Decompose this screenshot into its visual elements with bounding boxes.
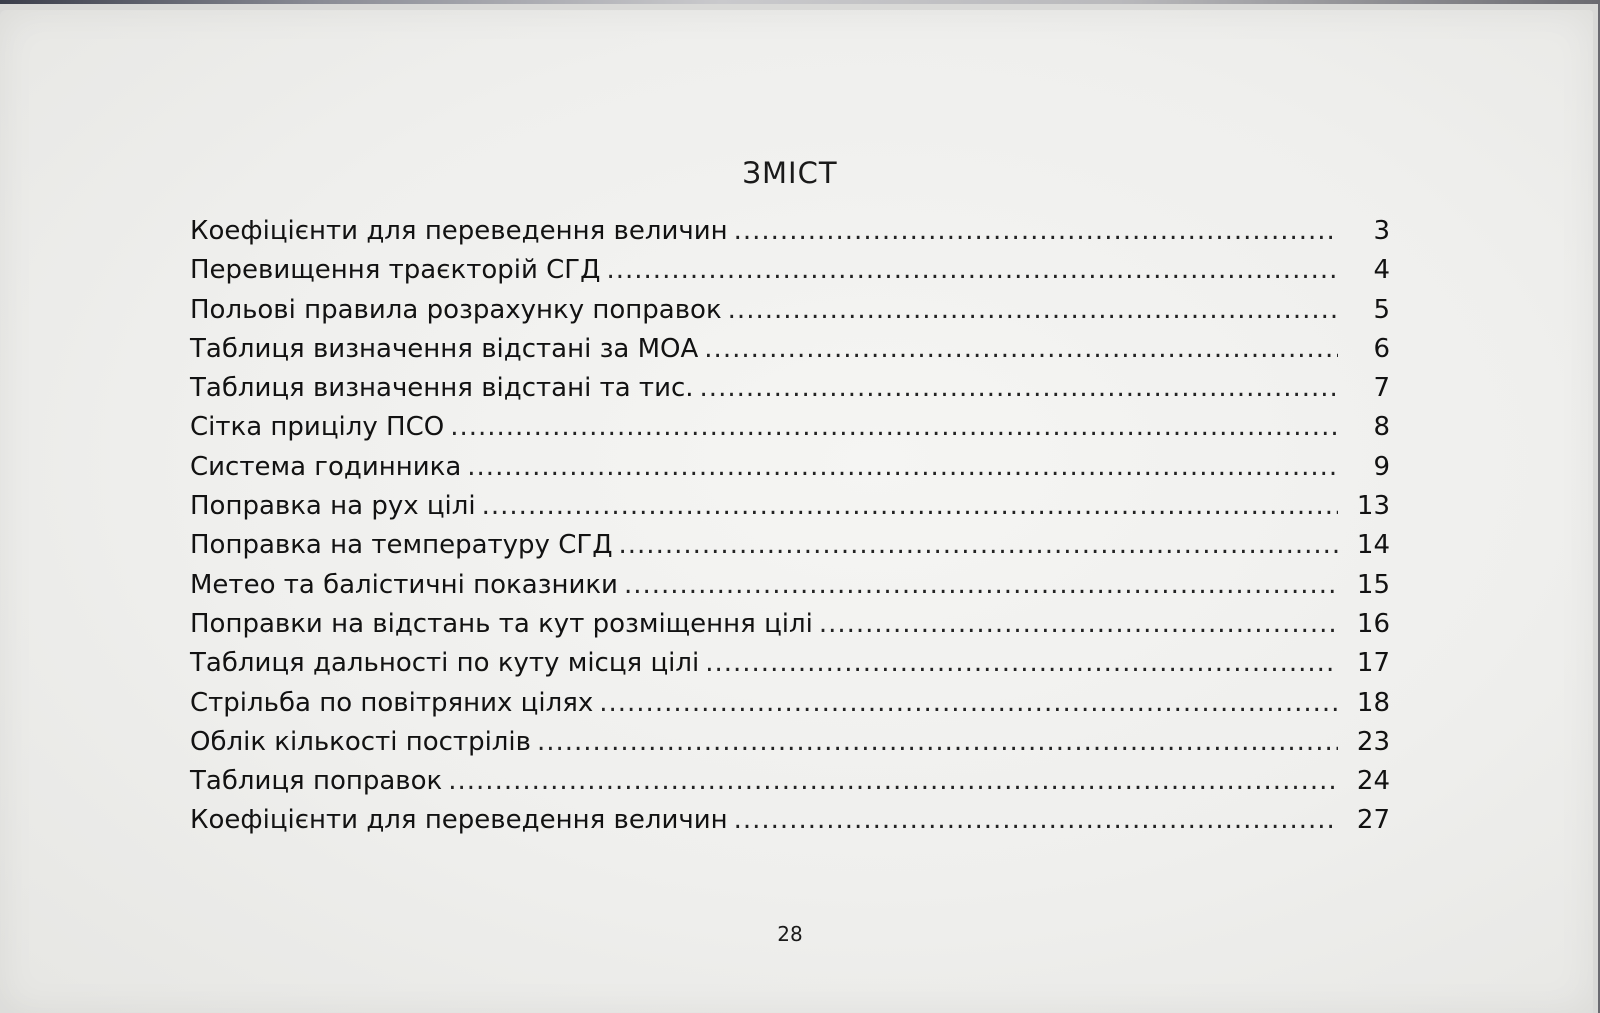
dot-leader xyxy=(448,766,1338,796)
toc-entry-page: 5 xyxy=(1373,294,1390,325)
toc-entry-page: 13 xyxy=(1356,491,1390,522)
toc-entry-title: Поправки на відстань та кут розміщення цілі xyxy=(190,608,813,639)
toc-entry xyxy=(190,216,1390,255)
toc-entry-title: Сітка прицілу ПСО xyxy=(190,412,445,443)
dot-leader xyxy=(728,295,1338,325)
toc-entry-page: 3 xyxy=(1373,216,1390,246)
toc-entry-page: 8 xyxy=(1373,412,1390,443)
dot-leader xyxy=(704,334,1338,364)
toc-entry xyxy=(190,766,1390,805)
toc-entry-page: 24 xyxy=(1356,766,1390,797)
toc-entry xyxy=(190,688,1390,727)
toc-entry xyxy=(190,530,1390,569)
toc-entry-title: Поправка на температуру СГД xyxy=(190,530,613,561)
toc-entry xyxy=(190,373,1390,412)
dot-leader xyxy=(624,570,1338,600)
toc-entry xyxy=(190,452,1390,491)
toc-entry-title: Таблиця дальності по куту місця цілі xyxy=(190,648,700,679)
dot-leader xyxy=(705,648,1338,678)
table-of-contents xyxy=(190,216,1390,845)
toc-entry-page: 27 xyxy=(1356,805,1390,836)
toc-entry xyxy=(190,295,1390,334)
toc-entry xyxy=(190,727,1390,766)
toc-entry-title: Метео та балістичні показники xyxy=(190,569,618,600)
toc-entry xyxy=(190,334,1390,373)
toc-entry-page: 16 xyxy=(1356,608,1390,639)
toc-entry-page: 7 xyxy=(1373,373,1390,404)
dot-leader xyxy=(734,216,1338,246)
toc-entry-title: Таблиця визначення відстані за МОА xyxy=(190,333,699,364)
dot-leader xyxy=(606,255,1338,285)
toc-entry-title: Коефіцієнти для переведення величин xyxy=(190,216,728,246)
toc-entry-page: 9 xyxy=(1373,451,1390,482)
toc-entry-title: Польові правила розрахунку поправок xyxy=(190,294,722,325)
toc-entry-page: 6 xyxy=(1373,333,1390,364)
toc-entry-title: Система годинника xyxy=(190,451,462,482)
toc-entry xyxy=(190,570,1390,609)
toc-entry xyxy=(190,412,1390,451)
toc-entry-title: Перевищення траєкторій СГД xyxy=(190,255,601,286)
dot-leader xyxy=(734,805,1338,835)
toc-entry xyxy=(190,491,1390,530)
toc-entry xyxy=(190,609,1390,648)
toc-entry xyxy=(190,805,1390,844)
toc-entry-title: Таблиця поправок xyxy=(190,766,443,797)
toc-entry xyxy=(190,648,1390,687)
toc-entry-page: 18 xyxy=(1356,687,1390,718)
toc-entry-title: Стрільба по повітряних цілях xyxy=(190,687,594,718)
dot-leader xyxy=(482,491,1338,521)
toc-entry-page: 23 xyxy=(1356,726,1390,757)
dot-leader xyxy=(700,373,1338,403)
toc-entry-page: 4 xyxy=(1373,255,1390,286)
dot-leader xyxy=(619,530,1338,560)
dot-leader xyxy=(450,412,1338,442)
toc-entry-page: 14 xyxy=(1356,530,1390,561)
toc-entry xyxy=(190,255,1390,294)
toc-entry-title: Коефіцієнти для переведення величин xyxy=(190,805,728,836)
dot-leader xyxy=(599,688,1338,718)
toc-entry-title: Поправка на рух цілі xyxy=(190,491,476,522)
page-number: 28 xyxy=(777,922,803,946)
toc-entry-page: 15 xyxy=(1356,569,1390,600)
toc-entry-title: Облік кількості пострілів xyxy=(190,726,531,757)
toc-entry-page: 17 xyxy=(1356,648,1390,679)
dot-leader xyxy=(819,609,1338,639)
dot-leader xyxy=(467,452,1338,482)
page-title: ЗМІСТ xyxy=(742,156,838,190)
toc-entry-title: Таблиця визначення відстані та тис. xyxy=(190,373,694,404)
dot-leader xyxy=(537,727,1338,757)
